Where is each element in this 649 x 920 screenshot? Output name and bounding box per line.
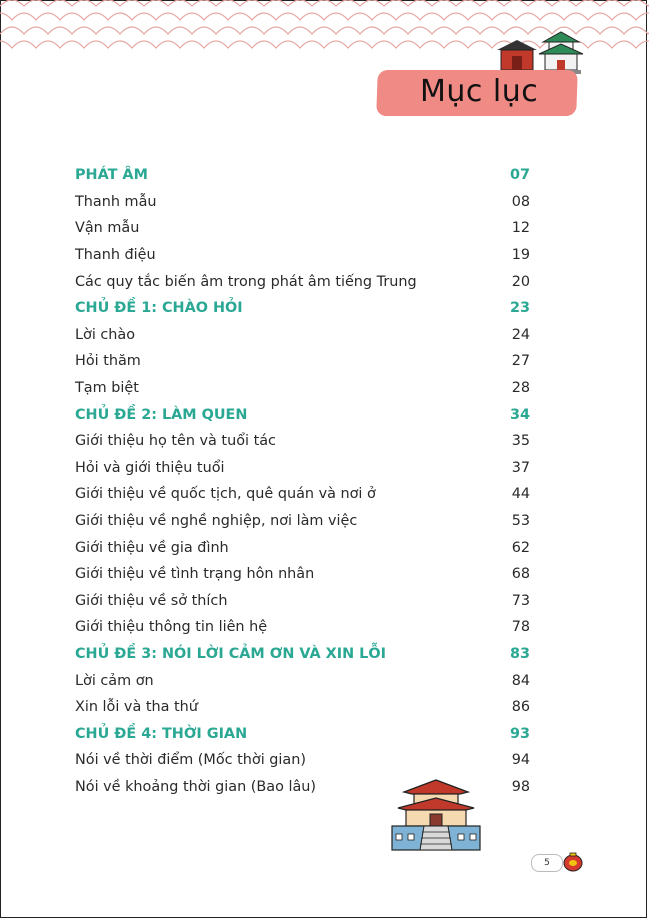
toc-entry [75, 588, 530, 615]
toc-entry [75, 375, 530, 402]
toc-entry-page: 20 [511, 273, 530, 290]
toc-entry [75, 561, 530, 588]
toc-entry-title: Các quy tắc biến âm trong phát âm tiếng Trung [75, 273, 417, 290]
toc-entry-title: CHỦ ĐỀ 1: CHÀO HỎI [75, 300, 243, 317]
page-title: Mục lục [420, 74, 539, 109]
toc-entry-page: 34 [509, 406, 530, 423]
toc-entry-page: 08 [511, 193, 530, 210]
toc-entry [75, 747, 530, 774]
toc-entry-page: 27 [511, 353, 530, 370]
toc-entry [75, 268, 530, 295]
page-number: 5 [531, 854, 563, 872]
toc-entry-title: Giới thiệu về gia đình [75, 539, 229, 556]
toc-entry-title: Hỏi và giới thiệu tuổi [75, 459, 225, 476]
toc-entry-page: 94 [511, 752, 530, 769]
toc-entry-page: 73 [511, 592, 530, 609]
toc-entry [75, 215, 530, 242]
toc-entry-page: 84 [511, 672, 530, 689]
toc-entry-title: CHỦ ĐỀ 4: THỜI GIAN [75, 725, 248, 742]
toc-entry-page: 86 [511, 699, 530, 716]
toc-entry-title: Tạm biệt [75, 380, 139, 397]
toc-entry-title: Nói về khoảng thời gian (Bao lâu) [75, 778, 317, 795]
toc-entry-title: Lời cảm ơn [75, 672, 154, 689]
toc-entry [75, 614, 530, 641]
toc-entry-page: 68 [511, 566, 530, 583]
toc-entry [75, 508, 530, 535]
toc-entry-title: PHÁT ÂM [75, 167, 148, 184]
temple-gate-icon [390, 778, 482, 854]
toc-section-heading [75, 720, 530, 747]
toc-entry-page: 78 [511, 619, 530, 636]
toc-entry-page: 93 [509, 725, 530, 742]
toc-entry-title: Hỏi thăm [75, 353, 141, 370]
pagoda-icon [495, 28, 590, 76]
toc-entry [75, 667, 530, 694]
toc-entry-title: Lời chào [75, 326, 136, 343]
toc-entry [75, 455, 530, 482]
toc-entry-page: 24 [511, 326, 530, 343]
toc-entry-page: 98 [511, 778, 530, 795]
toc-section-heading [75, 295, 530, 322]
toc-entry-page: 12 [511, 220, 530, 237]
toc-entry-page: 53 [511, 513, 530, 530]
toc-entry-title: Giới thiệu họ tên và tuổi tác [75, 433, 276, 450]
toc-entry-page: 83 [509, 645, 530, 662]
toc-entry-page: 62 [511, 539, 530, 556]
toc-section-heading [75, 401, 530, 428]
toc-entry-page: 07 [509, 167, 530, 184]
toc-entry-title: Thanh mẫu [75, 193, 157, 210]
toc-entry-title: CHỦ ĐỀ 3: NÓI LỜI CẢM ƠN VÀ XIN LỖI [75, 645, 386, 662]
toc-entry [75, 322, 530, 349]
toc-entry-title: Giới thiệu về tình trạng hôn nhân [75, 566, 315, 583]
toc-entry [75, 242, 530, 269]
toc-entry-title: Giới thiệu về nghề nghiệp, nơi làm việc [75, 513, 358, 530]
toc-entry-title: Giới thiệu về sở thích [75, 592, 228, 609]
toc-section-heading [75, 162, 530, 189]
toc-entry-title: Giới thiệu thông tin liên hệ [75, 619, 268, 636]
toc-entry [75, 189, 530, 216]
toc-entry-title: Xin lỗi và tha thứ [75, 699, 198, 716]
toc-entry [75, 481, 530, 508]
lantern-icon [561, 850, 585, 874]
toc-entry-title: Thanh điệu [75, 247, 156, 264]
toc-entry-title: Giới thiệu về quốc tịch, quê quán và nơi ở [75, 486, 376, 503]
toc-entry-page: 37 [511, 459, 530, 476]
toc-entry-page: 28 [511, 380, 530, 397]
toc-entry [75, 694, 530, 721]
toc-entry [75, 534, 530, 561]
toc-entry-page: 44 [511, 486, 530, 503]
toc-entry [75, 348, 530, 375]
toc-entry-page: 35 [511, 433, 530, 450]
toc-entry-title: Nói về thời điểm (Mốc thời gian) [75, 752, 306, 769]
toc-entry-page: 19 [511, 247, 530, 264]
toc-section-heading [75, 641, 530, 668]
table-of-contents [75, 162, 530, 800]
toc-entry-title: Vận mẫu [75, 220, 140, 237]
toc-entry-page: 23 [509, 300, 530, 317]
toc-entry [75, 428, 530, 455]
toc-entry-title: CHỦ ĐỀ 2: LÀM QUEN [75, 406, 248, 423]
